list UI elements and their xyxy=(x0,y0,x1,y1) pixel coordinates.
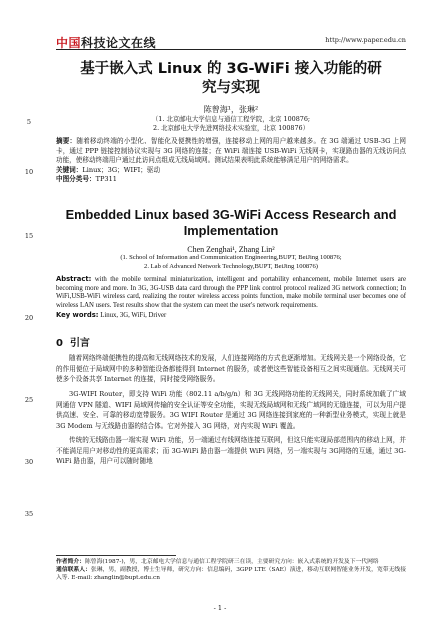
site-url[interactable]: http://www.paper.edu.cn xyxy=(325,36,406,44)
site-logo: 中国科技论文在线 xyxy=(56,36,157,50)
page-number: - 1 - xyxy=(213,604,227,612)
authors-chinese: 陈曾海¹，张琳² xyxy=(203,105,259,114)
paragraph: 传统的无线路由器一端实现 WiFi 功能，另一端通过有线网络连接互联网，但这只能实现局部范围内的移动上网，并不能满足用户对移动性的更高需求；而 3G-WiFi 路由器一端提供 WiFi 网络，另一端实现与 3G网络的互通，通过 3G-WiFi 路由器，用户可以随时随地 xyxy=(56,436,406,466)
title-english: Embedded Linux based 3G-WiFi Access Research and Implementation xyxy=(65,206,397,238)
paragraph: 3G-WIFI Router，即支持 WiFi 功能（802.11 a/b/g/n）和 3G 无线网络功能的无线网关，同时系统加载了广域网通信 VPN 隧道、WIFI 局域网传输的安全认证等安全功能，实现无线局域网和无线广域网的无缝连接，可以为用户提供高速、安全、可靠的移动宽带服务。3G WIFI Router 是通过 3G 网络连接到家庭的一种新型业务模式，实现上就是 3G Modem 与无线路由器的结合体。它对外接入 3G 网络，对内实现 WiFi 覆盖。 xyxy=(56,389,406,430)
classification-number: 中图分类号：TP311 xyxy=(56,175,117,184)
watermark: ​ xyxy=(56,20,64,34)
affiliation-english: (1. School of Information and Communication Engineering,BUPT, BeiJing 100876; 2. Lab of Advanced Network Technology,BUPT, BeiJing 100876) xyxy=(120,253,342,270)
line-number: 25 xyxy=(24,396,34,404)
paper-body xyxy=(56,56,406,467)
abstract-chinese: 摘要：随着移动终端的小型化、智能化及便携性的增强，连接移动上网的用户越来越多。在 3G 端通过 USB-3G 上网卡，通过 PPP 链接控制协议实现与 3G 网络的连接；在 WiFi 端连接 USB-WiFi 无线网卡，实现路由器的无线访问点功能，使移动终端用户通过此访问点组成无线局域网。测试结果表明此系统能够满足用户的网络需求。 xyxy=(56,137,407,165)
footnote: 作者简介：陈曾海(1987-)，男，北京邮电大学信息与通信工程学院研三在读，主要研究方向：嵌入式系统的开发及下一代网络 通信联系人：张琳，男，副教授，博士生导师，研究方向：信息编码，3GPP LTE（SAE）演进，移动互联网智能业务开发，宽带无线接入等. E-mail: zhanglin@bupt.edu.cn xyxy=(56,559,406,582)
line-number: 15 xyxy=(24,232,34,240)
line-number: 30 xyxy=(24,458,34,466)
header-divider xyxy=(56,49,406,50)
keywords-english: Key words: Linux, 3G, WiFi, Driver xyxy=(56,310,167,319)
section-heading: 0 引言 xyxy=(56,338,90,350)
line-number: 35 xyxy=(24,510,34,518)
page-header xyxy=(56,34,406,50)
title-chinese: 基于嵌入式 Linux 的 3G-WiFi 接入功能的研 究与实现 xyxy=(80,61,382,96)
paragraph: 随着网络终端便携性的提高和无线网络技术的发展，人们连接网络的方式也逐渐增加。无线网关是一个网络设备，它的作用便位于局域网中的多种智能设备都能得到 Internet 的服务，或者使这些智能设备相互之间实现通信。无线网关可使多个设备共享 Internet 的连接，同时接受网络服务。 xyxy=(56,354,406,384)
line-number: 20 xyxy=(24,314,34,322)
keywords-chinese: 关键词：Linux；3G；WIFI；驱动 xyxy=(56,165,161,174)
line-number: 5 xyxy=(26,118,32,126)
footnote-divider xyxy=(56,555,176,556)
authors-english: Chen Zenghai¹, Zhang Lin² xyxy=(187,244,275,254)
affiliation-chinese: （1. 北京邮电大学信息与通信工程学院，北京 100876; 2. 北京邮电大学先进网络技术实验室，北京 100876） xyxy=(151,115,311,132)
abstract-english: Abstract: with the mobile terminal miniaturization, intelligent and portability enhancement, mobile Internet users are becoming more and more. In 3G, 3G-USB data card through the PPP link control protocol realized 3G network connection; In WiFi,USB-WiFi wireless card, realizing the router wireless access points function, make mobile terminal user becomes one of wireless LAN users. Test results show that the system can meet the user's network requirements. xyxy=(56,275,407,309)
line-number: 10 xyxy=(24,168,34,176)
